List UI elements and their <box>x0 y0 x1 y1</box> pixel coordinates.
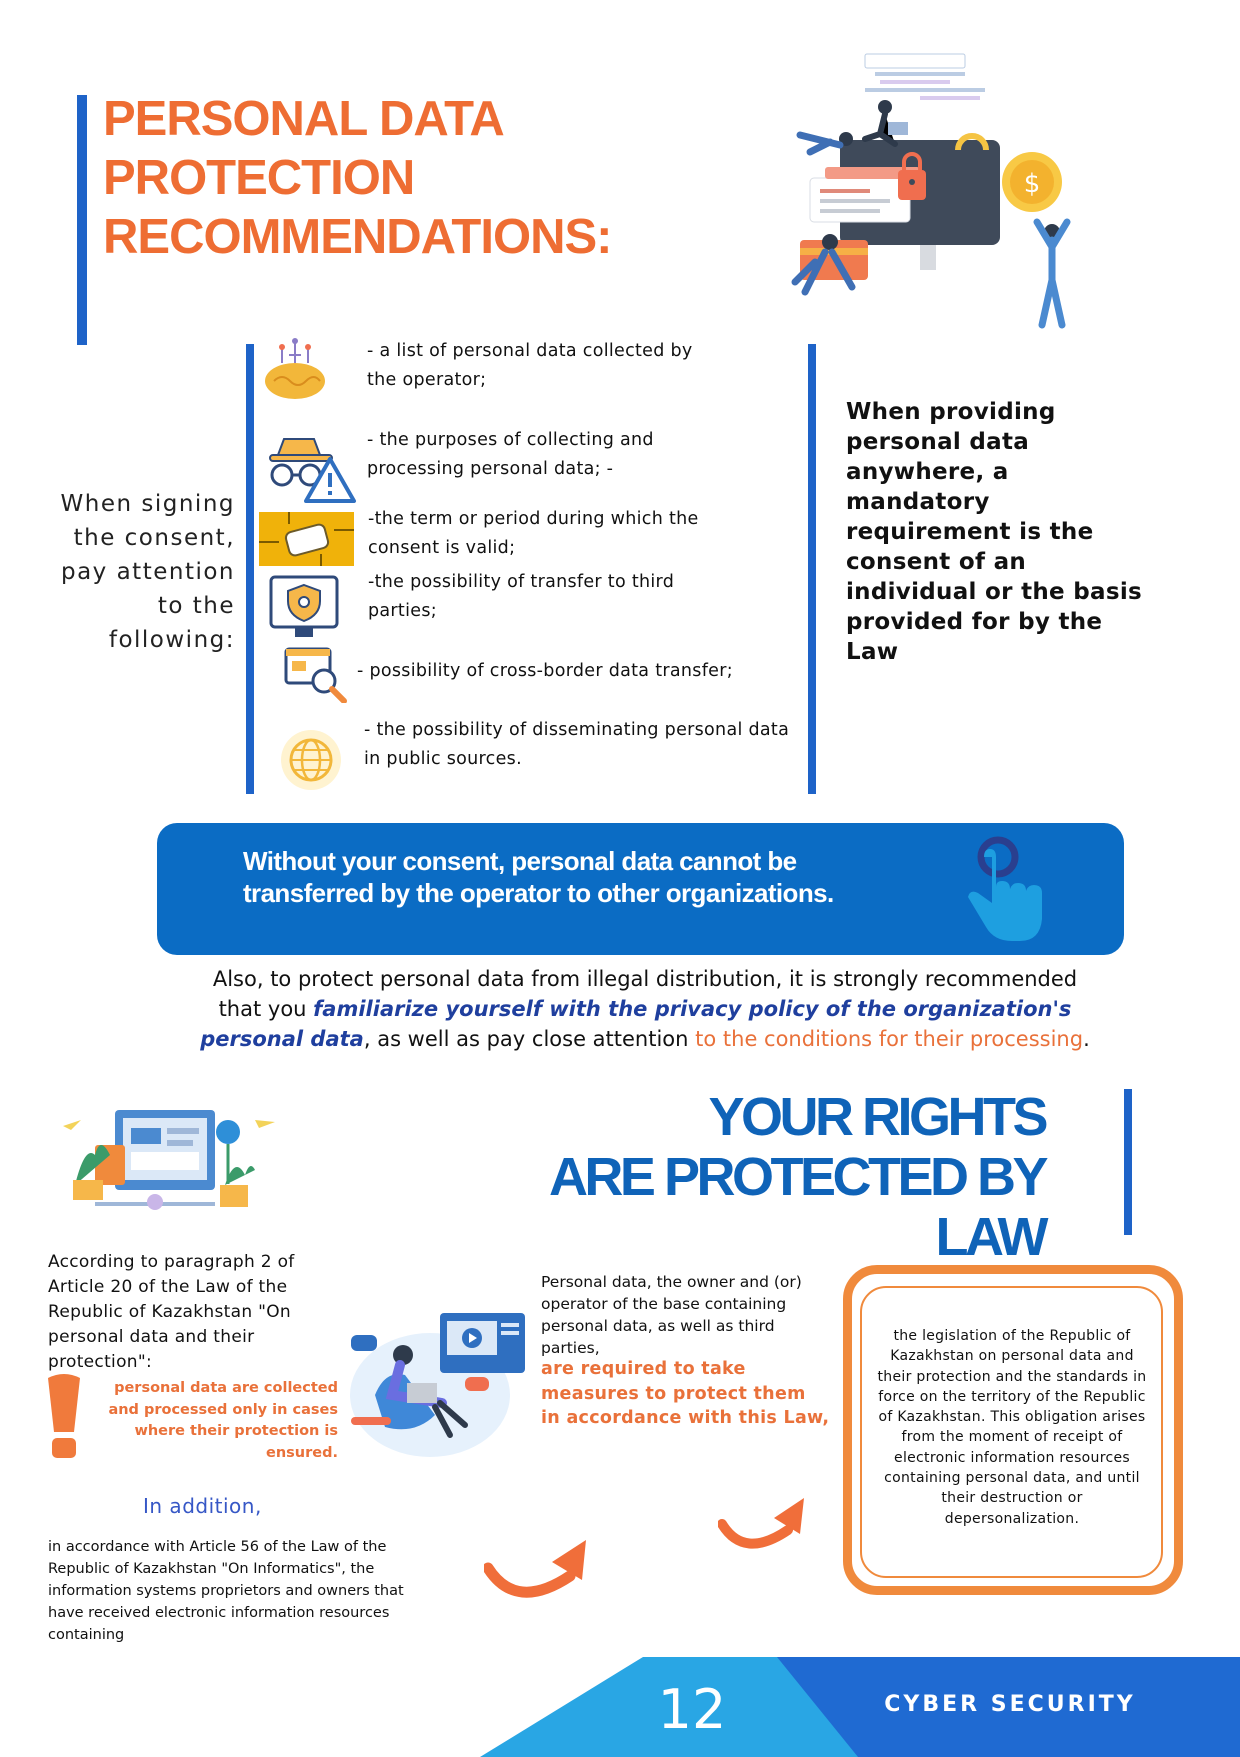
list-right-bar <box>808 344 816 794</box>
page-title: PERSONAL DATA PROTECTION RECOMMENDATIONS: <box>103 92 612 264</box>
list-item-collected-data: - a list of personal data collected by the operator; <box>367 341 693 390</box>
svg-text:$: $ <box>1023 169 1041 199</box>
consent-intro: When signing the consent, pay attention to the following: <box>60 491 235 653</box>
advice-emphasis: familiarize yourself with the privacy policy of the organization's personal data <box>200 997 1072 1051</box>
globe-icon <box>278 727 344 793</box>
chip-icon <box>259 512 354 566</box>
informatics-reference: in accordance with Article 56 of the Law of the Republic of Kazakhstan "On Informatics", the information systems proprietors and owners that have received electronic information resources containing <box>48 1539 404 1643</box>
privacy-advice <box>190 964 1100 1054</box>
list-item-term: -the term or period during which the consent is valid; <box>368 509 699 558</box>
advice-middle: , as well as pay close attention <box>363 1027 696 1051</box>
in-addition-label: In addition, <box>143 1494 262 1518</box>
advice-end: . <box>1083 1027 1090 1051</box>
rights-heading-line2: ARE PROTECTED BY LAW <box>548 1147 1045 1267</box>
brain-circuit-icon <box>262 333 328 405</box>
curved-arrow-icon <box>484 1536 602 1611</box>
title-accent-bar <box>77 95 87 345</box>
owner-obligation-emphasis: are required to take measures to protect them in accordance with this Law, <box>541 1359 830 1428</box>
advice-intro: Also, to protect personal data from illegal distribution, it is strongly recommended that you <box>212 967 1078 1021</box>
advice-highlight: to the conditions for their processing <box>695 1027 1084 1051</box>
laptop-woman-illustration <box>345 1305 535 1465</box>
consent-requirement: When providing personal data anywhere, a mandatory requirement is the consent of an individual or the basis provided for by the Law <box>846 399 1143 665</box>
banner-text: Without your consent, personal data cannot be transferred by the operator to other organizations. <box>243 846 834 908</box>
pointing-hand-icon <box>962 835 1042 945</box>
rights-heading-line1: YOUR RIGHTS <box>708 1087 1045 1147</box>
page-number: 12 <box>657 1678 727 1741</box>
workspace-illustration <box>55 1090 285 1215</box>
curved-arrow-icon <box>718 1494 816 1556</box>
list-item-cross-border: - possibility of cross-border data transfer; <box>357 661 733 681</box>
list-item-purposes: - the purposes of collecting and processing personal data; - <box>367 430 654 479</box>
list-item-dissemination: - the possibility of disseminating personal data in public sources. <box>364 720 790 769</box>
exclamation-icon <box>44 1372 84 1460</box>
list-left-bar <box>246 344 254 794</box>
shield-monitor-icon <box>269 575 339 640</box>
footer-label: CYBER SECURITY <box>884 1692 1136 1717</box>
owner-obligation: Personal data, the owner and (or) operator of the base containing personal data, as well as third parties, <box>541 1273 802 1357</box>
spy-warning-icon <box>264 425 358 505</box>
legislation-text: the legislation of the Republic of Kazakhstan on personal data and their protection and the standards in force on the territory of the Republic of Kazakhstan. This obligation arises from the moment of receipt of electronic information resources containing personal data, and until their destruction or depersonalization. <box>877 1328 1147 1527</box>
rights-accent-bar <box>1124 1089 1132 1235</box>
article-20-reference: According to paragraph 2 of Article 20 of the Law of the Republic of Kazakhstan "On personal data and their protection": <box>48 1252 295 1372</box>
window-magnifier-icon <box>284 645 348 703</box>
security-illustration <box>770 52 1105 337</box>
rights-heading <box>440 1087 1045 1267</box>
list-item-third-parties: -the possibility of transfer to third parties; <box>368 572 675 621</box>
collected-processed-note: personal data are collected and processed only in cases where their protection is ensured. <box>108 1380 338 1461</box>
